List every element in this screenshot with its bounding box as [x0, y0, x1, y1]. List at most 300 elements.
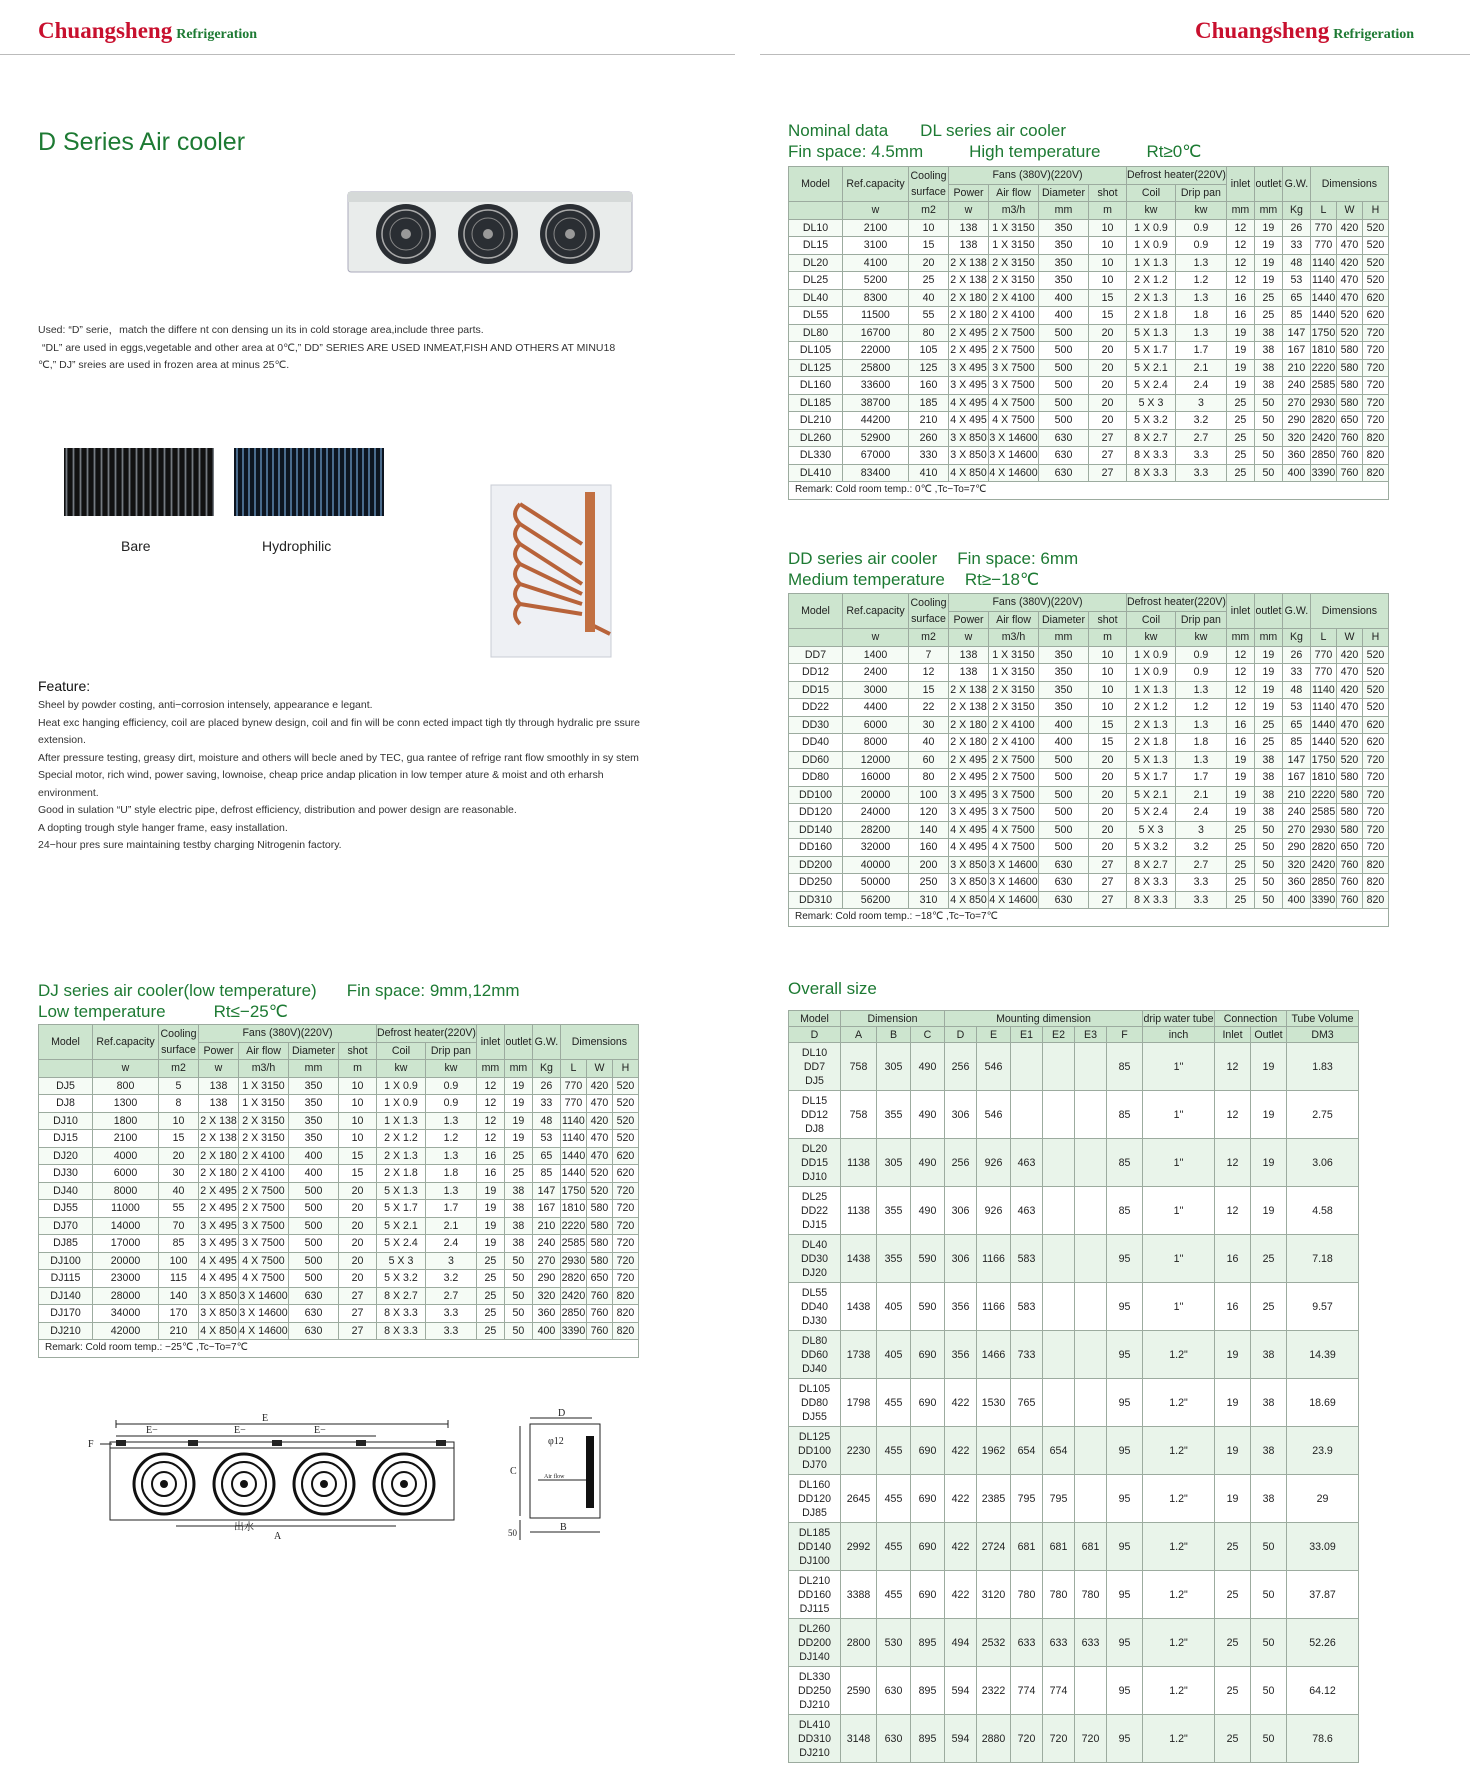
table-cell: 320 [532, 1287, 560, 1305]
table-cell: 78.6 [1287, 1715, 1359, 1763]
table-cell: 65 [1282, 716, 1310, 734]
table-cell: 48 [1282, 254, 1310, 272]
fan-icon [134, 1454, 194, 1514]
table-cell: 27 [1089, 429, 1127, 447]
table-cell: 20 [339, 1217, 377, 1235]
table-cell: 138 [199, 1077, 239, 1095]
col-gw: G.W. [532, 1025, 560, 1060]
table-cell [1011, 1043, 1043, 1091]
table-cell: 25 [1226, 821, 1254, 839]
table-cell: 770 [560, 1077, 586, 1095]
table-cell: 19 [1254, 237, 1282, 255]
col-drip-tube: drip water tube [1143, 1012, 1214, 1025]
table-cell: 580 [1336, 769, 1362, 787]
end-view-drawing [508, 1408, 608, 1544]
table-cell: 50 [1251, 1523, 1287, 1571]
table-cell: 1.3 [1175, 751, 1226, 769]
table-row [789, 272, 1389, 290]
table-row [789, 219, 1389, 237]
table-cell: 20 [1089, 839, 1127, 857]
table-row [789, 359, 1389, 377]
table-cell: 356 [945, 1331, 977, 1379]
table-cell: 4 X 850 [949, 891, 989, 909]
table-cell: 1166 [977, 1235, 1011, 1283]
table-cell: 10 [1089, 237, 1127, 255]
table-cell: DL20 [789, 254, 843, 272]
table-cell: 8 X 2.7 [1127, 856, 1176, 874]
table-cell: 25 [1226, 464, 1254, 482]
table-cell: 760 [586, 1305, 612, 1323]
table-cell: 0.9 [1175, 219, 1226, 237]
model-name: DJ100 [799, 1554, 830, 1567]
table-cell: 10 [1089, 219, 1127, 237]
table-cell: 19 [1251, 1043, 1287, 1091]
dj-rt: Rt≤−25℃ [213, 1002, 288, 1021]
table-cell [1043, 1283, 1075, 1331]
unit-cell: m2 [909, 202, 949, 220]
model-name: DL185 [798, 1526, 831, 1539]
table-cell: 4 X 495 [199, 1252, 239, 1270]
table-cell: 3 X 7500 [989, 786, 1039, 804]
table-cell: 455 [877, 1475, 911, 1523]
table-cell: 720 [1362, 394, 1388, 412]
table-cell: 2 X 3150 [989, 681, 1039, 699]
col-defrost: Defrost heater(220V) [1127, 594, 1227, 612]
table-cell [1075, 1379, 1107, 1427]
table-cell: 520 [1362, 699, 1388, 717]
table-cell: 40 [909, 734, 949, 752]
table-cell: 2800 [841, 1619, 877, 1667]
table-cell: 11000 [93, 1200, 159, 1218]
table-cell: 580 [586, 1217, 612, 1235]
table-cell: 22 [909, 699, 949, 717]
sub-header: Outlet [1251, 1027, 1287, 1043]
table-cell: 2 X 4100 [239, 1147, 289, 1165]
table-cell: 1440 [560, 1165, 586, 1183]
table-cell [1011, 1091, 1043, 1139]
table-cell: 50 [1254, 856, 1282, 874]
table-cell: 720 [1362, 342, 1388, 360]
table-cell: 25 [476, 1287, 504, 1305]
table-cell: 95 [1107, 1427, 1143, 1475]
col-model: Model [789, 167, 843, 202]
table-row [39, 1322, 639, 1340]
table-cell: 356 [945, 1283, 977, 1331]
table-cell: 2220 [1310, 786, 1336, 804]
col-shot: shot [339, 1042, 377, 1060]
table-cell: 2 X 1.3 [377, 1147, 426, 1165]
table-cell: 520 [1362, 646, 1388, 664]
table-cell: 350 [289, 1130, 339, 1148]
table-cell: 125 [909, 359, 949, 377]
table-cell: 4 X 850 [199, 1322, 239, 1340]
table-cell: 3.3 [1175, 447, 1226, 465]
unit-cell: kw [425, 1060, 476, 1078]
table-cell: 50 [1254, 874, 1282, 892]
model-name: DL10 [801, 1046, 828, 1059]
unit-cell: mm [1254, 202, 1282, 220]
table-cell: 2880 [977, 1715, 1011, 1763]
table-cell: 820 [1362, 874, 1388, 892]
model-name: DD250 [798, 1684, 831, 1697]
table-cell: 210 [532, 1217, 560, 1235]
table-cell: 2 X 138 [949, 699, 989, 717]
table-cell: 12 [476, 1130, 504, 1148]
table-cell [1075, 1667, 1107, 1715]
model-name: DD80 [800, 1396, 829, 1409]
col-drip-pan: Drip pan [1175, 184, 1226, 202]
table-cell: 1 X 0.9 [377, 1095, 426, 1113]
table-cell: DJ70 [39, 1217, 93, 1235]
table-cell: 3 X 850 [949, 429, 989, 447]
table-cell: 820 [612, 1287, 638, 1305]
table-cell: 8 X 3.3 [377, 1305, 426, 1323]
table-cell: DL10 [789, 219, 843, 237]
table-cell: 780 [1075, 1571, 1107, 1619]
table-cell: 463 [1011, 1187, 1043, 1235]
table-cell: 1.2" [1143, 1571, 1215, 1619]
model-name: DJ5 [805, 1074, 824, 1087]
table-cell: 520 [1362, 237, 1388, 255]
table-cell: 20 [1089, 377, 1127, 395]
sub-header: E [977, 1027, 1011, 1043]
side-view-drawing [76, 1412, 466, 1542]
table-cell: 420 [1336, 219, 1362, 237]
table-cell: 3 X 495 [199, 1217, 239, 1235]
table-cell: 0.9 [1175, 237, 1226, 255]
table-cell: 2 X 4100 [989, 716, 1039, 734]
table-cell: DJ115 [39, 1270, 93, 1288]
table-cell: 1.2" [1143, 1619, 1215, 1667]
table-cell: 25 [1215, 1667, 1251, 1715]
model-name: DL40 [801, 1238, 828, 1251]
table-cell: 580 [1336, 786, 1362, 804]
table-cell: 4 X 7500 [239, 1270, 289, 1288]
table-cell: 33600 [843, 377, 909, 395]
table-cell: 520 [1362, 254, 1388, 272]
dim-e-label: E [262, 1413, 269, 1424]
col-diameter: Diameter [289, 1042, 339, 1060]
table-cell: 1.8 [425, 1165, 476, 1183]
table-cell: 20 [339, 1182, 377, 1200]
table-cell: 33 [1282, 237, 1310, 255]
table-cell: 455 [877, 1571, 911, 1619]
table-cell: 25 [909, 272, 949, 290]
table-cell: 20 [339, 1270, 377, 1288]
table-cell: 19 [1254, 681, 1282, 699]
table-cell: 25 [1215, 1571, 1251, 1619]
table-row [789, 289, 1389, 307]
col-fans: Fans (380V)(220V) [949, 594, 1127, 612]
table-cell: 4 X 7500 [989, 412, 1039, 430]
table-cell: 25 [1226, 891, 1254, 909]
table-cell: 5 X 3.2 [1127, 412, 1176, 430]
table-cell: 1 X 0.9 [1127, 237, 1176, 255]
table-cell: 400 [1039, 734, 1089, 752]
table-row [789, 342, 1389, 360]
table-cell: 2645 [841, 1475, 877, 1523]
table-cell: DD15 [789, 681, 843, 699]
table-cell: 620 [612, 1147, 638, 1165]
table-cell: 10 [1089, 272, 1127, 290]
table-cell: 1140 [1310, 699, 1336, 717]
table-cell: 210 [1282, 359, 1310, 377]
table-row [789, 646, 1389, 664]
table-cell: 2820 [1310, 412, 1336, 430]
table-cell: 1 X 3150 [239, 1077, 289, 1095]
table-cell: DL25 [789, 272, 843, 290]
table-cell: 500 [289, 1217, 339, 1235]
table-cell: 760 [586, 1322, 612, 1340]
table-cell: 1.3 [1175, 254, 1226, 272]
header-rule-left [0, 54, 735, 55]
table-cell: 2590 [841, 1667, 877, 1715]
table-cell: 5 X 1.3 [377, 1182, 426, 1200]
col-diameter: Diameter [1039, 611, 1089, 629]
model-name: DL210 [798, 1574, 831, 1587]
table-cell: 290 [1282, 412, 1310, 430]
air-cooler-product-image [346, 190, 634, 274]
table-cell: 770 [1310, 237, 1336, 255]
table-cell: 305 [877, 1139, 911, 1187]
table-cell: 50 [1254, 464, 1282, 482]
model-name: DL160 [798, 1478, 831, 1491]
table-cell: 470 [586, 1130, 612, 1148]
table-cell: 520 [1336, 751, 1362, 769]
table-remark: Remark: Cold room temp.: −25℃ ,Tc−To=7℃ [39, 1340, 639, 1358]
table-cell: 240 [1282, 377, 1310, 395]
model-name: DD7 [803, 1060, 826, 1073]
feature-line: Good in sulation “U” style electric pipe, defrost efficiency, distribution and power design are reasonable. [38, 804, 517, 816]
table-cell: 0.9 [425, 1095, 476, 1113]
table-cell: 2850 [1310, 447, 1336, 465]
table-row [789, 1523, 1359, 1571]
table-cell: 12000 [843, 751, 909, 769]
table-cell: 80 [909, 324, 949, 342]
table-cell [1043, 1091, 1075, 1139]
table-cell: 1 X 3150 [989, 664, 1039, 682]
table-cell: 720 [1362, 804, 1388, 822]
model-cell [789, 1043, 841, 1091]
table-cell: 580 [586, 1235, 612, 1253]
table-cell: 26 [1282, 646, 1310, 664]
table-cell: 2585 [1310, 377, 1336, 395]
table-cell: 3 X 850 [949, 856, 989, 874]
model-name: DD310 [798, 1732, 831, 1745]
table-cell: 50 [1251, 1619, 1287, 1667]
table-cell: 463 [1011, 1139, 1043, 1187]
table-cell: 2220 [1310, 359, 1336, 377]
table-cell: 1.2" [1143, 1667, 1215, 1715]
table-cell: 240 [532, 1235, 560, 1253]
table-remark: Remark: Cold room temp.: 0℃ ,Tc−To=7℃ [789, 482, 1389, 500]
table-cell: 1810 [1310, 342, 1336, 360]
model-name: DJ210 [799, 1746, 830, 1759]
table-cell: 470 [1336, 716, 1362, 734]
table-cell: 15 [1089, 307, 1127, 325]
table-cell: 470 [586, 1095, 612, 1113]
table-cell: DJ8 [39, 1095, 93, 1113]
table-cell: 55 [909, 307, 949, 325]
table-cell: 720 [1362, 786, 1388, 804]
table-cell: 2 X 7500 [989, 324, 1039, 342]
table-cell: 52900 [843, 429, 909, 447]
table-cell: 1140 [560, 1130, 586, 1148]
table-cell: 1300 [93, 1095, 159, 1113]
col-inlet: inlet [476, 1025, 504, 1060]
table-cell: 1.2" [1143, 1475, 1215, 1523]
table-cell [1075, 1043, 1107, 1091]
col-ref-capacity: Ref.capacity [843, 167, 909, 202]
table-cell: 422 [945, 1571, 977, 1619]
table-cell: 27 [1089, 856, 1127, 874]
table-cell: 38 [504, 1200, 532, 1218]
fan-icon [540, 204, 600, 264]
table-cell: 720 [612, 1235, 638, 1253]
table-cell: 820 [612, 1322, 638, 1340]
table-cell: 20000 [843, 786, 909, 804]
table-cell: 0.9 [1175, 646, 1226, 664]
table-cell: 2.7 [1175, 429, 1226, 447]
fan-icon [376, 204, 436, 264]
table-cell: 720 [1362, 324, 1388, 342]
table-cell: 85 [532, 1165, 560, 1183]
model-name: DJ140 [799, 1650, 830, 1663]
table-cell: DL260 [789, 429, 843, 447]
table-cell: 330 [909, 447, 949, 465]
table-cell: 360 [532, 1305, 560, 1323]
table-cell: 15 [909, 237, 949, 255]
table-cell: 1" [1143, 1187, 1215, 1235]
table-cell: 2.1 [425, 1217, 476, 1235]
table-cell: 350 [1039, 254, 1089, 272]
dim-e-label: E− [234, 1425, 246, 1436]
dim-a-label: A [274, 1531, 282, 1542]
table-cell: 290 [532, 1270, 560, 1288]
table-cell: DD22 [789, 699, 843, 717]
table-cell: 33 [532, 1095, 560, 1113]
model-cell [789, 1427, 841, 1475]
table-cell: 147 [532, 1182, 560, 1200]
unit-cell: Kg [1282, 202, 1310, 220]
table-cell: 138 [949, 237, 989, 255]
table-cell: 250 [909, 874, 949, 892]
table-cell: 2 X 3150 [239, 1112, 289, 1130]
table-cell: 720 [1075, 1715, 1107, 1763]
table-cell: 1750 [1310, 751, 1336, 769]
table-cell: 630 [289, 1305, 339, 1323]
dj-title [38, 980, 520, 1022]
table-cell: 3.06 [1287, 1139, 1359, 1187]
table-cell: 53 [1282, 272, 1310, 290]
table-cell: 820 [1362, 856, 1388, 874]
table-row [789, 429, 1389, 447]
table-cell: 85 [1107, 1187, 1143, 1235]
table-cell: 85 [1107, 1139, 1143, 1187]
table-cell: 95 [1107, 1283, 1143, 1331]
table-cell: 720 [1362, 769, 1388, 787]
table-cell: 500 [1039, 804, 1089, 822]
fan-icon [294, 1454, 354, 1514]
table-cell: 50 [1251, 1571, 1287, 1619]
table-cell: 2820 [1310, 839, 1336, 857]
table-cell: 630 [877, 1667, 911, 1715]
model-name: DL410 [798, 1718, 831, 1731]
table-cell: 470 [586, 1147, 612, 1165]
table-cell: 500 [1039, 839, 1089, 857]
table-cell: 760 [1336, 447, 1362, 465]
table-cell: 15 [159, 1130, 199, 1148]
table-cell: 26 [532, 1077, 560, 1095]
model-name: DD15 [800, 1156, 829, 1169]
table-cell: 27 [1089, 891, 1127, 909]
table-cell: 2 X 3150 [989, 254, 1039, 272]
table-cell: 138 [199, 1095, 239, 1113]
model-name: DJ15 [802, 1218, 827, 1231]
table-cell: 16 [1226, 734, 1254, 752]
table-cell [1075, 1331, 1107, 1379]
table-cell: 12 [1226, 237, 1254, 255]
table-cell: 40 [159, 1182, 199, 1200]
table-cell: 6000 [843, 716, 909, 734]
table-row [39, 1182, 639, 1200]
table-cell: 1 X 0.9 [377, 1077, 426, 1095]
sub-header: DM3 [1287, 1027, 1359, 1043]
table-cell: 140 [909, 821, 949, 839]
model-name: DJ10 [802, 1170, 827, 1183]
table-cell: 5 X 3.2 [377, 1270, 426, 1288]
table-cell: 2322 [977, 1667, 1011, 1715]
table-cell: 895 [911, 1667, 945, 1715]
table-cell: 16 [1226, 716, 1254, 734]
unit-cell: m2 [159, 1060, 199, 1078]
table-cell: 350 [1039, 646, 1089, 664]
table-cell: 3 X 850 [199, 1287, 239, 1305]
table-cell: 30 [909, 716, 949, 734]
unit-cell: w [843, 202, 909, 220]
table-cell: 7 [909, 646, 949, 664]
table-cell: 3.3 [425, 1322, 476, 1340]
unit-cell: w [843, 629, 909, 647]
table-cell: 56200 [843, 891, 909, 909]
feature-line: environment. [38, 786, 99, 799]
table-cell: 350 [1039, 681, 1089, 699]
table-cell [1043, 1331, 1075, 1379]
table-cell: 12 [1226, 681, 1254, 699]
table-cell: 1 X 1.3 [1127, 254, 1176, 272]
model-name: DD100 [798, 1444, 831, 1457]
table-cell: 25 [504, 1165, 532, 1183]
table-cell: 12 [1226, 664, 1254, 682]
table-cell: 20 [1089, 769, 1127, 787]
table-cell: 1 X 0.9 [1127, 664, 1176, 682]
dj-fin-space: Fin space: 9mm,12mm [346, 981, 520, 1000]
table-cell: 12 [1226, 254, 1254, 272]
table-cell: 67000 [843, 447, 909, 465]
table-cell: 820 [612, 1305, 638, 1323]
col-dimensions: Dimensions [560, 1025, 638, 1060]
table-cell: 20 [1089, 394, 1127, 412]
table-row [789, 856, 1389, 874]
unit-cell: mm [476, 1060, 504, 1078]
table-cell: 20 [339, 1200, 377, 1218]
table-cell: 138 [949, 664, 989, 682]
table-cell: 2 X 7500 [989, 751, 1039, 769]
table-cell: 4000 [93, 1147, 159, 1165]
table-cell: 580 [1336, 804, 1362, 822]
table-cell: 2930 [1310, 394, 1336, 412]
table-row [39, 1287, 639, 1305]
